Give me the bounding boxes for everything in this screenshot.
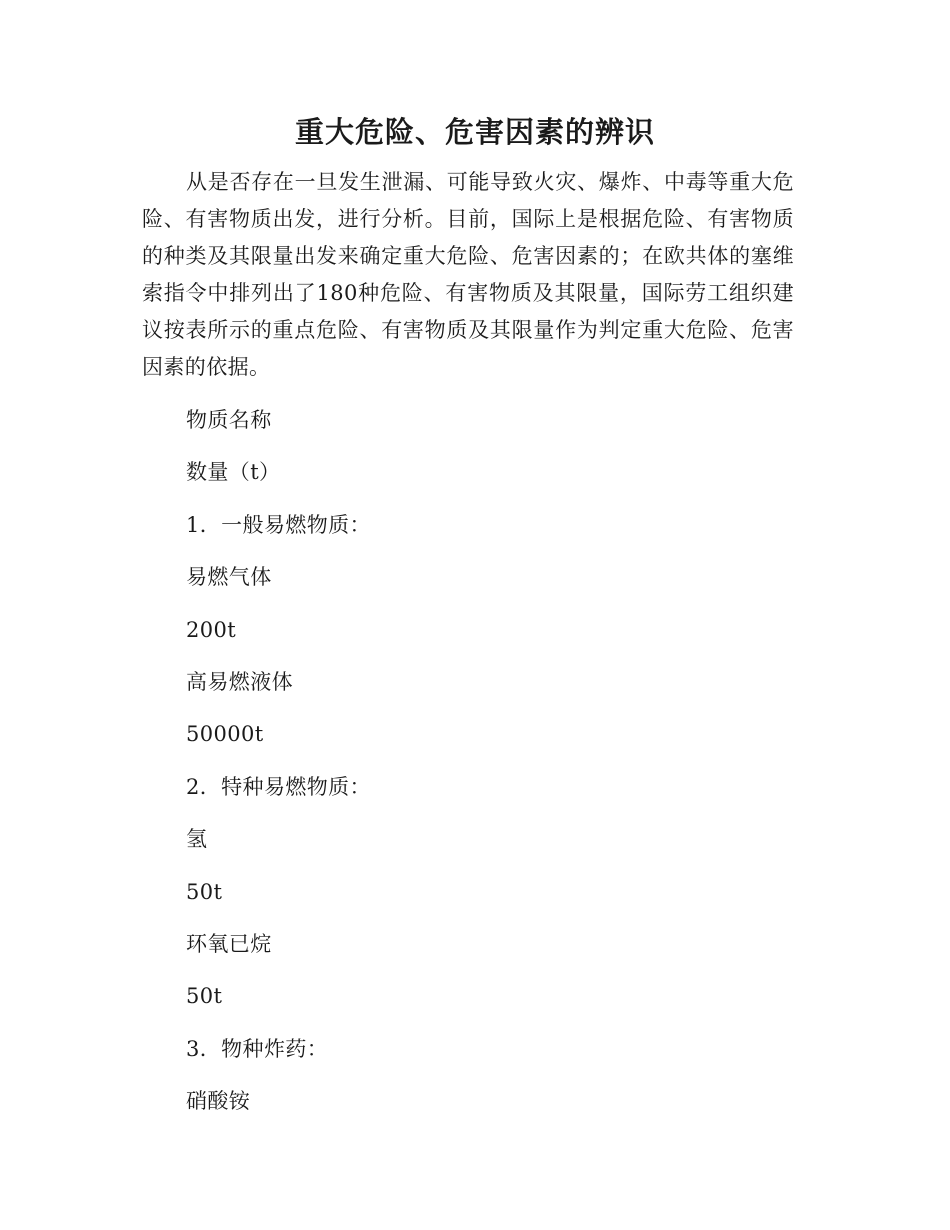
list-item: 高易燃液体: [186, 669, 293, 694]
substance-list: [186, 402, 371, 1135]
intro-paragraph: 从是否存在一旦发生泄漏、可能导致火灾、爆炸、中毒等重大危险、有害物质出发，进行分析。目前，国际上是根据危险、有害物质的种类及其限量出发来确定重大危险、危害因素的；在欧共体的塞维索指令中排列出了180种危险、有害物质及其限量，国际劳工组织建议按表所示的重点危险、有害物质及其限量作为判定重大危险、危害因素的依据。: [142, 170, 794, 379]
document-title: 重大危险、危害因素的辨识: [294, 115, 655, 149]
list-item: 50t: [186, 879, 223, 904]
list-item: 3．物种炸药：: [186, 1036, 329, 1061]
list-item: 易燃气体: [186, 565, 272, 590]
list-item: 硝酸铵: [186, 1089, 251, 1114]
list-item: 200t: [186, 617, 237, 642]
list-item: 50000t: [186, 722, 264, 747]
list-item: 2．特种易燃物质：: [186, 774, 371, 799]
list-item: 氢: [186, 827, 208, 852]
list-item: 物质名称: [186, 408, 272, 432]
list-item: 1．一般易燃物质：: [186, 512, 371, 537]
list-item: 数量（t）: [186, 460, 281, 485]
list-item: 环氧已烷: [186, 931, 272, 956]
list-item: 50t: [186, 984, 223, 1009]
